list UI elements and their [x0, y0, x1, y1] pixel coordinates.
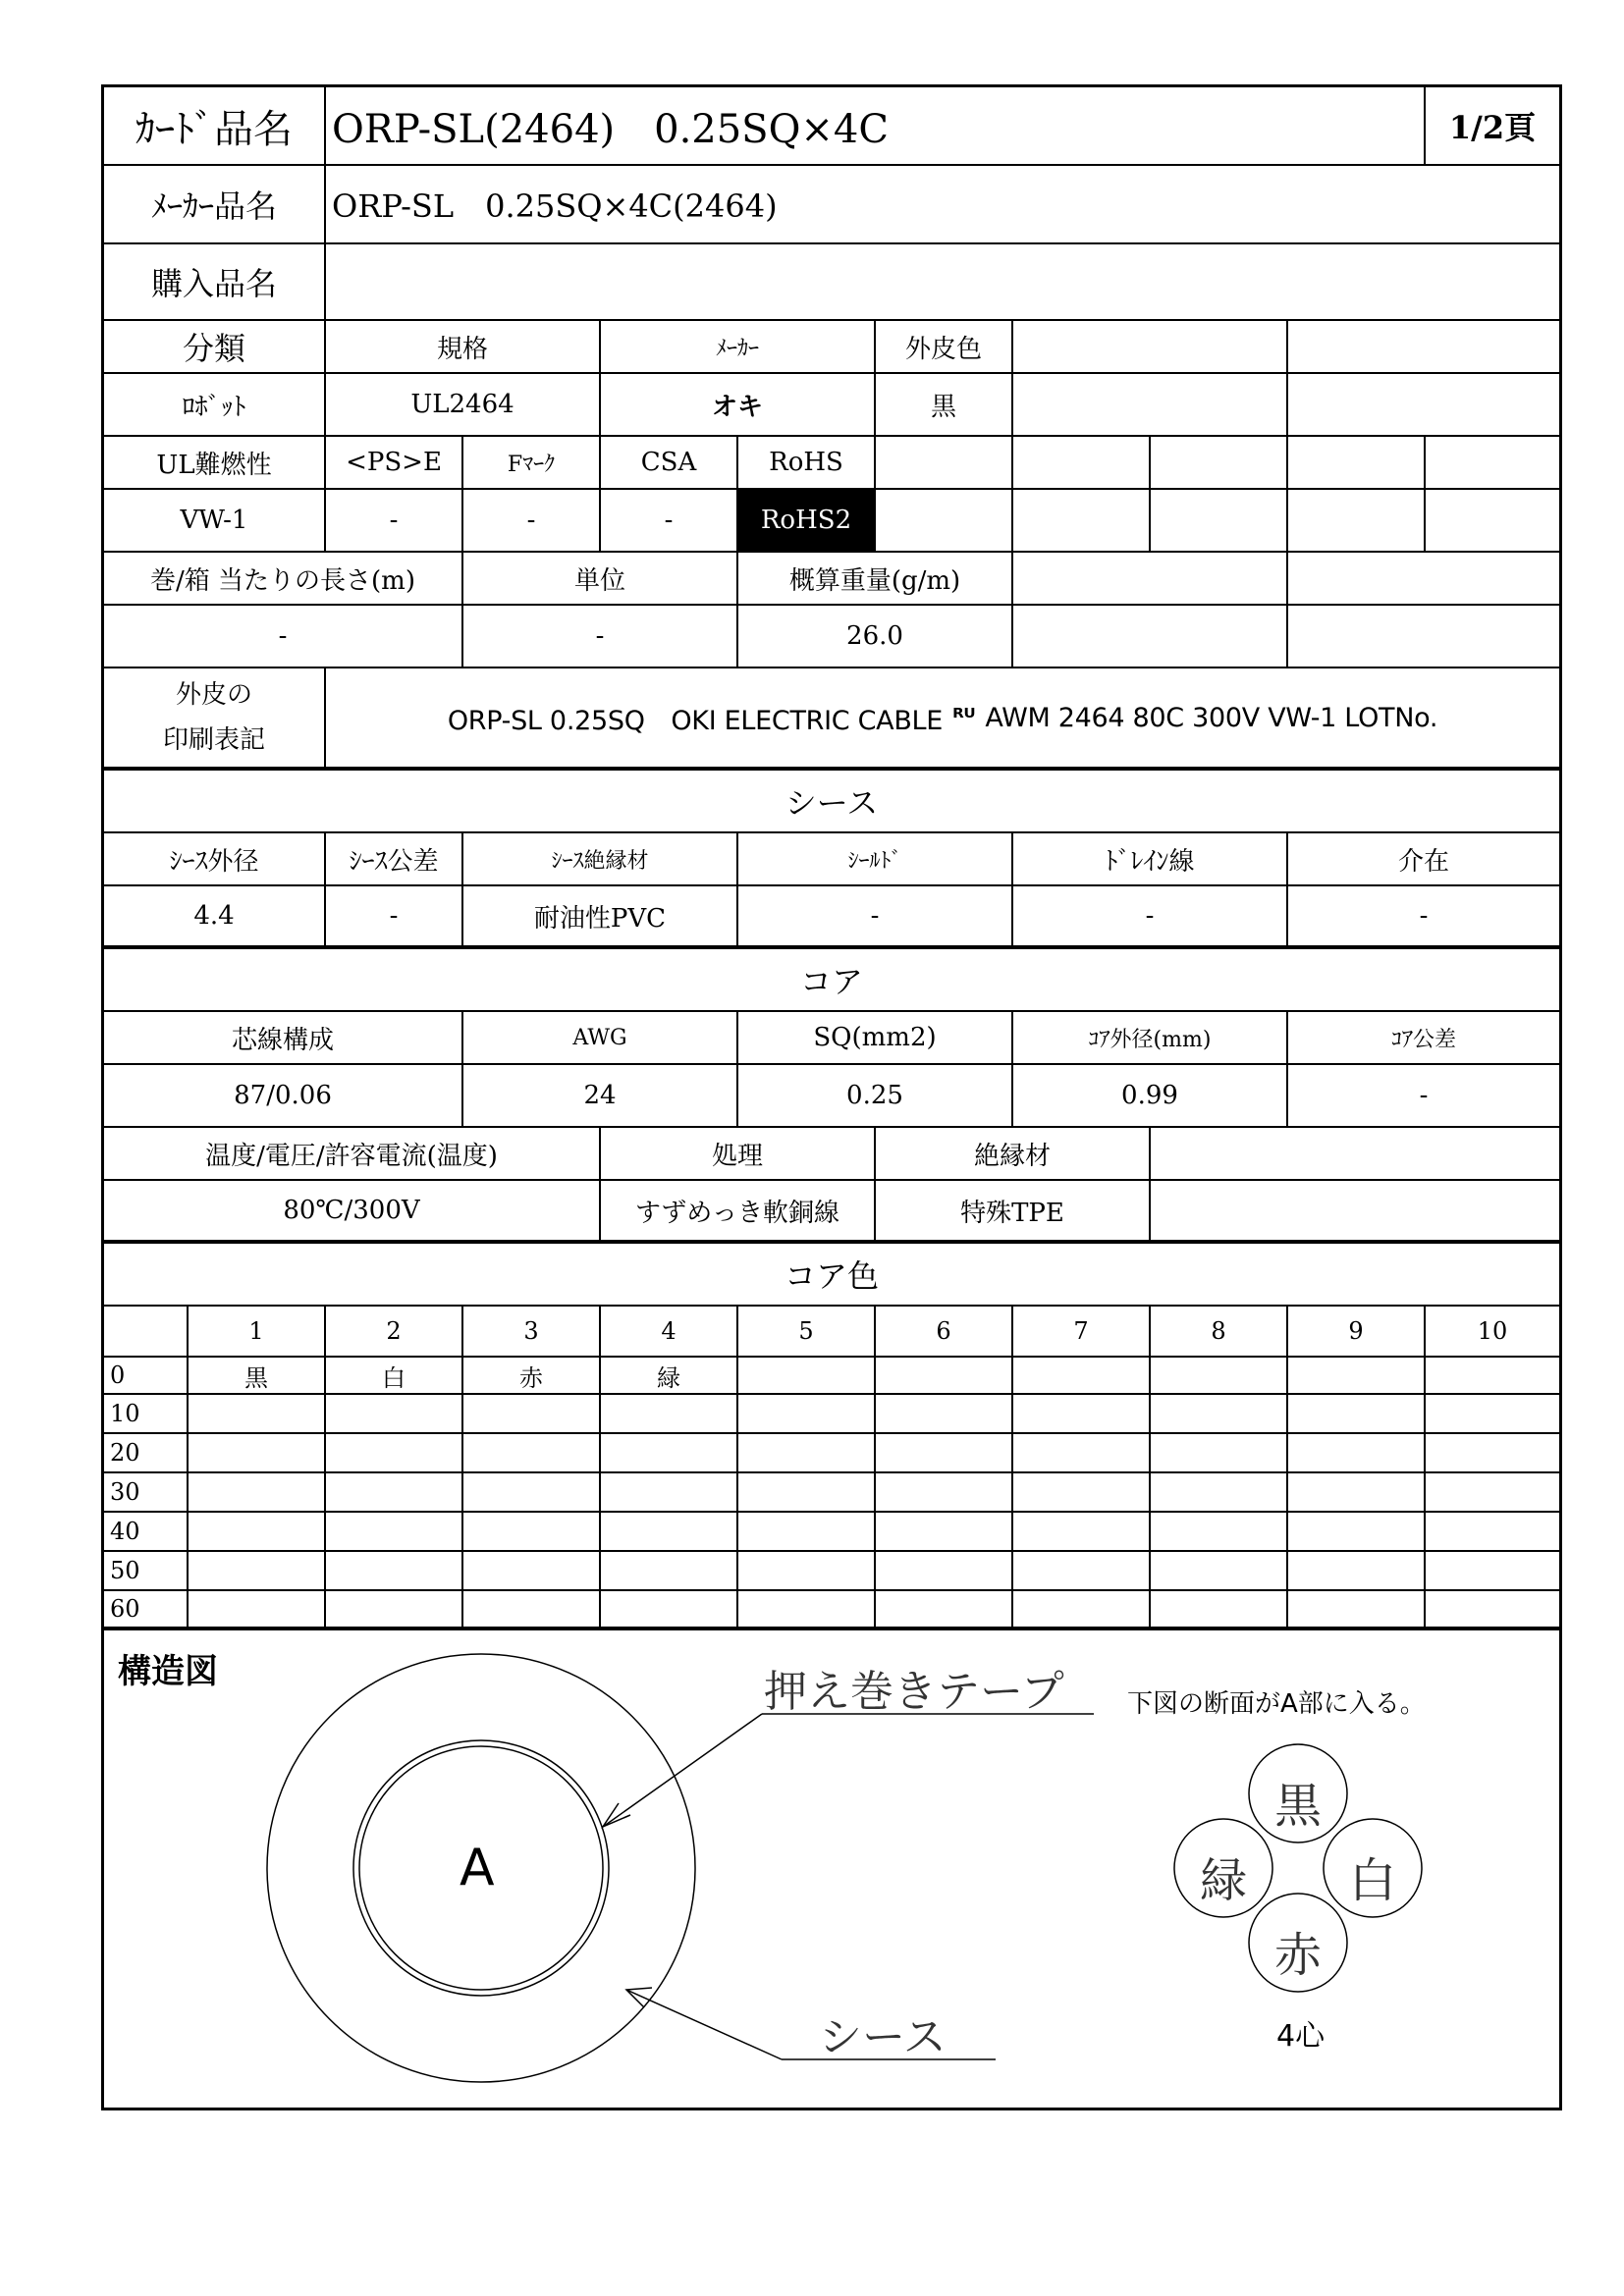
- core-header: 芯線構成: [104, 1012, 463, 1063]
- empty-cell: [1013, 490, 1151, 551]
- color-cell: [738, 1552, 876, 1589]
- sheath-value: -: [1419, 901, 1429, 931]
- color-col: 6: [876, 1307, 1013, 1356]
- core-count: 4心: [1276, 2019, 1326, 2054]
- core-value-row: [104, 1065, 1559, 1128]
- empty-cell: [1013, 606, 1288, 667]
- sheath-header: 介在: [1397, 846, 1449, 877]
- structure-diagram: [104, 1630, 1559, 2108]
- color-cell: [1426, 1473, 1559, 1511]
- empty-cell: [1288, 437, 1426, 488]
- core-header: ｺｱ外径(mm): [1013, 1012, 1288, 1063]
- sheath-label: シース: [819, 2012, 947, 2062]
- color-col: 3: [463, 1307, 601, 1356]
- temp-value: すずめっき軟銅線: [601, 1181, 876, 1240]
- color-col: 8: [1151, 1307, 1288, 1356]
- color-cell: [1426, 1513, 1559, 1550]
- temp-value: 特殊TPE: [876, 1181, 1151, 1240]
- color-cell: [876, 1434, 1013, 1471]
- sheath-value: 耐油性PVC: [463, 886, 738, 945]
- page-number: 1/2頁: [1448, 109, 1537, 146]
- print-row: [104, 668, 1559, 771]
- print-text-part: AWM 2464 80C 300V VW-1 LOTNo.: [985, 702, 1438, 733]
- purchase-label: 購入品名: [104, 244, 326, 319]
- sheath-header-row: [104, 833, 1559, 886]
- empty-cell: [1288, 321, 1559, 372]
- empty-cell: [1013, 374, 1288, 435]
- color-cell: [326, 1395, 463, 1432]
- color-row: [104, 1552, 1559, 1591]
- rohs-badge: RoHS2: [738, 490, 876, 551]
- class-value: オキ: [601, 374, 876, 435]
- color-cell: [1151, 1591, 1288, 1627]
- ul-header: UL難燃性: [104, 437, 326, 488]
- class-value: UL2464: [326, 374, 601, 435]
- sheath-value: 4.4: [104, 886, 326, 945]
- empty-cell: [1013, 553, 1288, 604]
- empty-cell: [1288, 606, 1559, 667]
- color-col: 2: [326, 1307, 463, 1356]
- color-cell: [326, 1473, 463, 1511]
- ul-value: -: [463, 490, 601, 551]
- color-col: 7: [1013, 1307, 1151, 1356]
- core-header-row: [104, 1012, 1559, 1065]
- color-cell: [1151, 1473, 1288, 1511]
- color-row-label: 10: [104, 1395, 189, 1432]
- color-cell: [1013, 1552, 1151, 1589]
- color-row: [104, 1591, 1559, 1630]
- class-value: 黒: [876, 374, 1013, 435]
- maker-row: [104, 166, 1559, 244]
- core-value: 0.25: [738, 1065, 1013, 1126]
- empty-cell: [876, 437, 1013, 488]
- color-cell: [1151, 1513, 1288, 1550]
- core-value: -: [1419, 1081, 1429, 1110]
- temp-header-row: [104, 1128, 1559, 1181]
- color-cell: [1426, 1358, 1559, 1393]
- color-cell: [876, 1591, 1013, 1627]
- color-cell: [738, 1358, 876, 1393]
- color-cell: [463, 1513, 601, 1550]
- color-cell: [1288, 1552, 1426, 1589]
- color-cell: [1151, 1395, 1288, 1432]
- color-col: 9: [1288, 1307, 1426, 1356]
- color-cell: [1426, 1591, 1559, 1627]
- print-label-line: 印刷表記: [162, 725, 265, 755]
- color-cell: [189, 1513, 326, 1550]
- spec-sheet: [101, 84, 1562, 2110]
- sheath-value: -: [1013, 886, 1288, 945]
- ul-header: RoHS: [738, 437, 876, 488]
- class-header: 規格: [326, 321, 601, 372]
- color-cell: [463, 1395, 601, 1432]
- color-cell: [601, 1434, 738, 1471]
- sheath-title: シース: [785, 784, 879, 822]
- roll-value-row: [104, 606, 1559, 668]
- color-row-label: 50: [104, 1552, 189, 1589]
- empty-cell: [1288, 374, 1559, 435]
- empty-cell: [1151, 1128, 1559, 1179]
- color-cell: [463, 1591, 601, 1627]
- class-header: 分類: [104, 321, 326, 372]
- core-value: 24: [463, 1065, 738, 1126]
- color-rows: [104, 1358, 1559, 1630]
- ul-header: <PS>E: [326, 437, 463, 488]
- sheath-value: -: [738, 886, 1013, 945]
- color-cell: [1426, 1395, 1559, 1432]
- purchase-row: [104, 244, 1559, 321]
- struct-title: 構造図: [118, 1652, 218, 1691]
- color-corner: [104, 1307, 189, 1356]
- color-col: 5: [738, 1307, 876, 1356]
- color-cell: [876, 1358, 1013, 1393]
- color-cell: [601, 1552, 738, 1589]
- ul-value-row: [104, 490, 1559, 553]
- color-cell: [738, 1513, 876, 1550]
- color-cell: [189, 1473, 326, 1511]
- color-row-label: 60: [104, 1591, 189, 1627]
- color-cell: [189, 1591, 326, 1627]
- color-cell: [1426, 1552, 1559, 1589]
- core-label-red: 赤: [1274, 1928, 1323, 1983]
- empty-cell: [1151, 1181, 1559, 1240]
- temp-value-row: [104, 1181, 1559, 1244]
- ul-mark-icon: ᴿᵁ: [952, 704, 976, 731]
- color-cell: [1151, 1552, 1288, 1589]
- sheath-value-row: [104, 886, 1559, 949]
- class-value: ﾛﾎﾞｯﾄ: [104, 374, 326, 435]
- temp-header: 温度/電圧/許容電流(温度): [104, 1128, 601, 1179]
- core-header: AWG: [463, 1012, 738, 1063]
- ul-value: -: [601, 490, 738, 551]
- color-cell: [1288, 1513, 1426, 1550]
- color-cell: [601, 1513, 738, 1550]
- color-cell: [463, 1473, 601, 1511]
- core-title-row: [104, 949, 1559, 1012]
- color-row: [104, 1434, 1559, 1473]
- sheath-header: ｼｰｽ絶縁材: [463, 833, 738, 884]
- card-name: ORP-SL(2464) 0.25SQ×4C: [326, 87, 1426, 164]
- color-cell: [1013, 1395, 1151, 1432]
- sheath-leader-line: [626, 1990, 782, 2059]
- core-value: 87/0.06: [104, 1065, 463, 1126]
- empty-cell: [1013, 437, 1151, 488]
- color-row-label: 0: [104, 1358, 189, 1393]
- roll-header: 単位: [463, 553, 738, 604]
- color-cell: [738, 1473, 876, 1511]
- color-cell: [326, 1591, 463, 1627]
- color-cell: [326, 1513, 463, 1550]
- class-header: ﾒｰｶｰ: [601, 321, 876, 372]
- color-cell: [1013, 1358, 1151, 1393]
- tape-label: 押え巻きテープ: [764, 1667, 1064, 1717]
- color-cell: [1151, 1358, 1288, 1393]
- color-row-label: 20: [104, 1434, 189, 1471]
- core-header: ｺｱ公差: [1390, 1027, 1456, 1052]
- ul-header-row: [104, 437, 1559, 490]
- temp-header: 処理: [601, 1128, 876, 1179]
- color-cell: [601, 1395, 738, 1432]
- color-cell: [1151, 1434, 1288, 1471]
- ul-header: CSA: [601, 437, 738, 488]
- color-cell: [1288, 1473, 1426, 1511]
- color-row: [104, 1395, 1559, 1434]
- core-label-white: 白: [1349, 1853, 1397, 1908]
- color-col: 1: [189, 1307, 326, 1356]
- color-cell: 緑: [601, 1358, 738, 1393]
- color-cell: [738, 1395, 876, 1432]
- core-label-black: 黒: [1274, 1779, 1323, 1834]
- empty-cell: [1288, 553, 1559, 604]
- roll-value: -: [104, 606, 463, 667]
- color-cell: [738, 1434, 876, 1471]
- color-cell: [738, 1591, 876, 1627]
- color-cell: [1288, 1434, 1426, 1471]
- color-cell: [1288, 1591, 1426, 1627]
- color-cell: [601, 1473, 738, 1511]
- purchase-name: [326, 244, 1559, 319]
- color-cell: 白: [326, 1358, 463, 1393]
- empty-cell: [1288, 490, 1426, 551]
- color-cell: [463, 1552, 601, 1589]
- color-header-row: [104, 1307, 1559, 1358]
- color-row-label: 40: [104, 1513, 189, 1550]
- color-row: [104, 1473, 1559, 1513]
- class-header: 外皮色: [876, 321, 1013, 372]
- color-title-row: [104, 1244, 1559, 1307]
- roll-value: -: [463, 606, 738, 667]
- color-cell: [463, 1434, 601, 1471]
- color-cell: [1013, 1473, 1151, 1511]
- empty-cell: [1426, 490, 1559, 551]
- color-cell: [876, 1552, 1013, 1589]
- color-cell: [876, 1473, 1013, 1511]
- core-area-label: A: [460, 1839, 495, 1897]
- sheath-header: ｼｰﾙﾄﾞ: [738, 833, 1013, 884]
- color-col: 4: [601, 1307, 738, 1356]
- color-cell: [601, 1591, 738, 1627]
- color-cell: [876, 1395, 1013, 1432]
- color-col: 10: [1477, 1317, 1508, 1345]
- color-cell: [1426, 1434, 1559, 1471]
- sheath-value: -: [326, 886, 463, 945]
- roll-value: 26.0: [738, 606, 1013, 667]
- temp-header: 絶縁材: [876, 1128, 1151, 1179]
- sheath-header: ｼｰｽ公差: [326, 833, 463, 884]
- maker-name: ORP-SL 0.25SQ×4C(2464): [332, 187, 778, 225]
- color-cell: [326, 1434, 463, 1471]
- color-cell: [1013, 1591, 1151, 1627]
- maker-label: ﾒｰｶｰ品名: [104, 166, 326, 242]
- color-cell: [189, 1552, 326, 1589]
- print-text: [326, 668, 1559, 767]
- roll-header: 概算重量(g/m): [738, 553, 1013, 604]
- print-label: [104, 668, 326, 767]
- sheath-header: ﾄﾞﾚｲﾝ線: [1013, 833, 1288, 884]
- core-title: コア: [799, 963, 863, 1000]
- core-header: SQ(mm2): [738, 1012, 1013, 1063]
- color-cell: 黒: [189, 1358, 326, 1393]
- color-cell: [1013, 1513, 1151, 1550]
- empty-cell: [1013, 321, 1288, 372]
- color-cell: [1288, 1358, 1426, 1393]
- ul-value: -: [326, 490, 463, 551]
- core-value: 0.99: [1013, 1065, 1288, 1126]
- roll-header-row: [104, 553, 1559, 606]
- sheath-title-row: [104, 771, 1559, 833]
- color-cell: [189, 1434, 326, 1471]
- core-label-green: 緑: [1200, 1853, 1248, 1908]
- color-cell: [189, 1395, 326, 1432]
- empty-cell: [876, 490, 1013, 551]
- color-title: コア色: [784, 1257, 879, 1295]
- class-value-row: [104, 374, 1559, 437]
- struct-note: 下図の断面がA部に入る。: [1127, 1689, 1426, 1719]
- ul-value: VW-1: [104, 490, 326, 551]
- temp-value: 80℃/300V: [104, 1181, 601, 1240]
- color-row: [104, 1358, 1559, 1395]
- card-row: [104, 87, 1559, 166]
- color-cell: [1013, 1434, 1151, 1471]
- empty-cell: [1426, 437, 1559, 488]
- color-cell: [1288, 1395, 1426, 1432]
- card-label: ｶｰﾄﾞ品名: [104, 87, 326, 164]
- color-cell: 赤: [463, 1358, 601, 1393]
- sheath-header: ｼｰｽ外径: [104, 833, 326, 884]
- color-cell: [326, 1552, 463, 1589]
- print-label-line: 外皮の: [175, 680, 252, 710]
- color-cell: [876, 1513, 1013, 1550]
- print-text-part: ORP-SL 0.25SQ OKI ELECTRIC CABLE: [447, 705, 944, 736]
- tape-leader-line: [603, 1714, 762, 1827]
- empty-cell: [1151, 437, 1288, 488]
- roll-header: 巻/箱 当たりの長さ(m): [104, 553, 463, 604]
- class-header-row: [104, 321, 1559, 374]
- color-row-label: 30: [104, 1473, 189, 1511]
- ul-header: Fﾏｰｸ: [463, 437, 601, 488]
- color-row: [104, 1513, 1559, 1552]
- empty-cell: [1151, 490, 1288, 551]
